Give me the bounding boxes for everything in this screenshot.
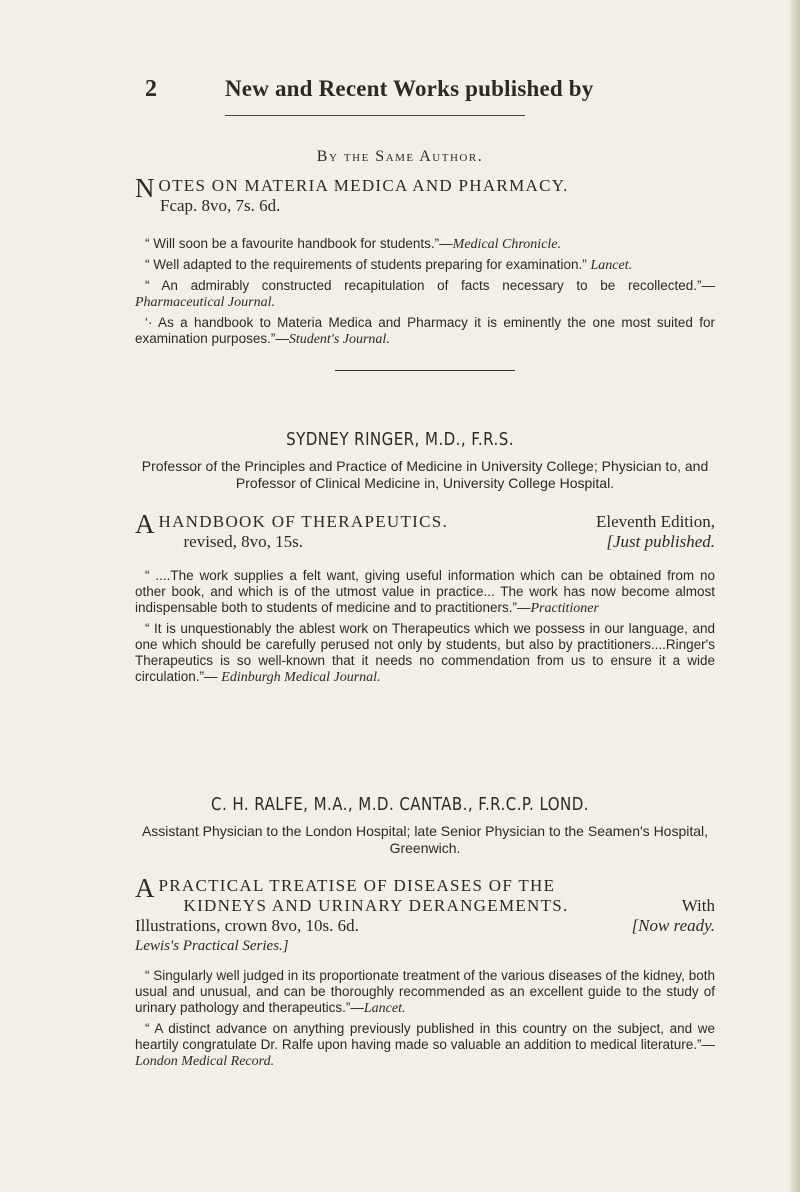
series-name: Lewis's Practical Series.] [135,938,289,954]
running-title: New and Recent Works published by [225,76,594,101]
review-quote: “ Singularly well judged in its proportionate treatment of the various diseases of the kidney, both usual and unusual, and can be thoroughly recommended as an excellent guide to the study of urinary pathology and therapeutics.”—Lancet. [135,968,715,1016]
review-quote: “ It is unquestionably the ablest work on Therapeutics which we possess in our language, and one which should be carefully perused not only by students, but also by practitioners....Ringer's Therapeutics is so well-known that it needs no commendation from us to ensure it a wide circulation.”— Edinburgh Medical Journal. [135,621,715,685]
review-source: Student's Journal. [288,332,390,347]
review-quote: ‘· As a handbook to Materia Medica and Pharmacy it is eminently the one most suited for examination purposes.”—Student's Journal. [135,315,715,347]
format-price: revised, 8vo, 15s. [183,532,303,551]
review-source: Pharmaceutical Journal. [135,295,275,310]
publication-status: [Now ready. [631,916,715,935]
format-price: Fcap. 8vo, 7s. 6d. [160,196,281,215]
edition-text: Eleventh Edition, [596,512,715,531]
review-quote: “ ....The work supplies a felt want, giving useful information which can be obtained from no other book, and which is of the utmost value in practice... The work has now become almost indispensable both to students of medicine and to practitioners.”—Practitioner [135,568,715,616]
review-quote: “ An admirably constructed recapitulation of facts necessary to be recollected.”—Pharmaceutical Journal. [135,278,715,310]
book-title-kidneys [135,873,715,956]
review-source: Edinburgh Medical Journal. [221,670,381,685]
reviews-materia-medica [135,236,715,352]
title-initial: N [135,173,155,203]
title-text: HANDBOOK OF THERAPEUTICS. [158,512,449,531]
book-title-materia-medica [135,173,715,216]
author-description: Professor of the Principles and Practice of Medicine in University College; Physician to, and Professor of Clinical Medicine in, University College Hospital. [141,458,709,491]
with-text: With [681,896,715,915]
page-number: 2 [145,76,157,102]
section-divider [335,370,515,371]
title-initial: A [135,873,155,903]
review-source: London Medical Record. [135,1054,275,1069]
review-quote: “ Will soon be a favourite handbook for students.”—Medical Chronicle. [145,236,562,252]
page-edge [790,0,800,1192]
review-source: Lancet. [363,1001,406,1016]
reviews-kidneys [135,968,715,1074]
title-initial: A [135,509,155,539]
review-source: Medical Chronicle. [452,237,562,252]
section-heading: By the Same Author. [316,148,484,165]
title-text-line2: KIDNEYS AND URINARY DERANGEMENTS. [183,896,569,915]
header-rule [225,115,525,116]
format-price: Illustrations, crown 8vo, 10s. 6d. [135,916,359,935]
author-name-ringer: SYDNEY RINGER, M.D., F.R.S. [286,430,514,450]
review-source: Lancet. [590,258,633,273]
publication-status: [Just published. [606,532,715,551]
reviews-therapeutics [135,568,715,690]
author-description: Assistant Physician to the London Hospital; late Senior Physician to the Seamen's Hospital, Greenwich. [141,823,709,856]
title-text: OTES ON MATERIA MEDICA AND PHARMACY. [158,176,569,195]
title-text-line1: PRACTICAL TREATISE OF DISEASES OF THE [158,876,556,895]
review-quote: “ A distinct advance on anything previously published in this country on the subject, and we heartily congratulate Dr. Ralfe upon having made so valuable an addition to medical literature.”—London Medical Record. [135,1021,715,1069]
page-header [145,70,665,110]
review-source: Practitioner [530,601,599,616]
author-name-ralfe: C. H. RALFE, M.A., M.D. CANTAB., F.R.C.P. LOND. [211,795,589,815]
review-quote: “ Well adapted to the requirements of students preparing for examination.” Lancet. [145,257,633,273]
book-title-therapeutics [135,509,715,552]
